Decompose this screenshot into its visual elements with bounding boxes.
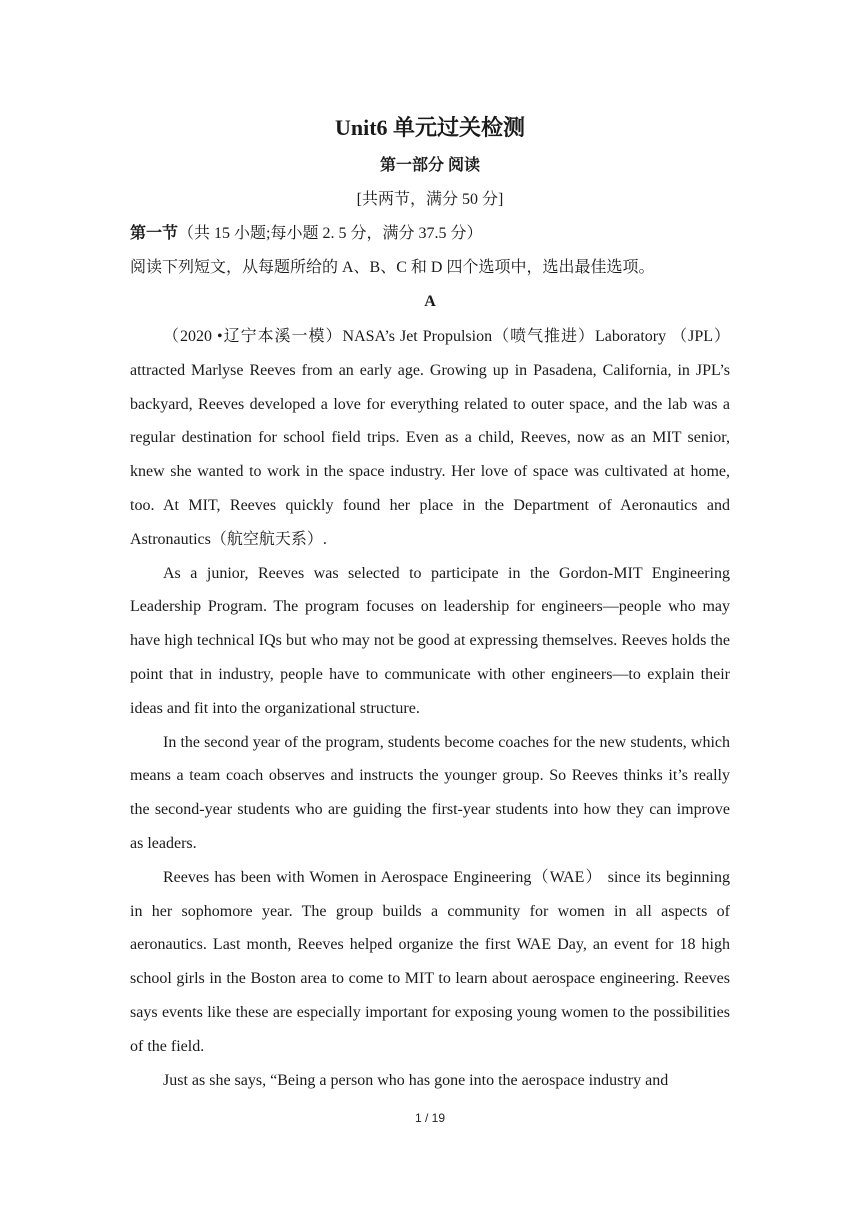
section-instructions: 阅读下列短文，从每题所给的 A、B、C 和 D 四个选项中，选出最佳选项。 (130, 259, 655, 276)
section-label: 第一节 (130, 225, 179, 242)
passage-paragraph: As a junior, Reeves was selected to participate in the Gordon-MIT Engineering Leadership Program. The program focuses on leadership for engineers—people who may have high technical IQs but who may not be good at expressing themselves. Reeves holds the point that in industry, people have to communicate with other engineers—to explain their ideas and fit into the organizational structure. (130, 564, 730, 717)
passage-paragraph: Just as she says, “Being a person who has gone into the aerospace industry and (163, 1071, 669, 1089)
score-note: [共两节，满分 50 分] (356, 191, 504, 208)
page-number: 1 / 19 (414, 1111, 446, 1125)
passage-label: A (424, 293, 436, 310)
passage-paragraph: Reeves has been with Women in Aerospace Engineering（WAE） since its beginning in her sophomore year. The group builds a community for women in all aspects of aeronautics. Last month, Reeves helped organize the first WAE Day, an event for 18 high school girls in the Boston area to come to MIT to learn about aerospace engineering. Reeves says events like these are especially important for exposing young women to the possibilities of the field. (130, 868, 730, 1055)
section-heading (130, 220, 730, 248)
passage-paragraph: （2020 •辽宁本溪一模）NASA’s Jet Propulsion（喷气推进）Laboratory （JPL） attracted Marlyse Reeves from an early age. Growing up in Pasadena, California, in JPL’s backyard, Reeves developed a love for everything related to outer space, and the lab was a regular destination for school field trips. Even as a child, Reeves, now as an MIT senior, knew she wanted to work in the space industry. Her love of space was cultivated at home, too. At MIT, Reeves quickly found her place in the Department of Aeronautics and Astronautics（航空航天系）. (130, 328, 730, 548)
passage-body (130, 320, 730, 1097)
part-heading: 第一部分 阅读 (379, 157, 480, 174)
section-detail: （共 15 小题;每小题 2. 5 分，满分 37.5 分） (178, 225, 483, 242)
passage-paragraph: In the second year of the program, students become coaches for the new students, which means a team coach observes and instructs the younger group. So Reeves thinks it’s really the second-year students who are guiding the first-year students into how they can improve as leaders. (130, 733, 730, 852)
document-title: Unit6 单元过关检测 (334, 115, 526, 140)
